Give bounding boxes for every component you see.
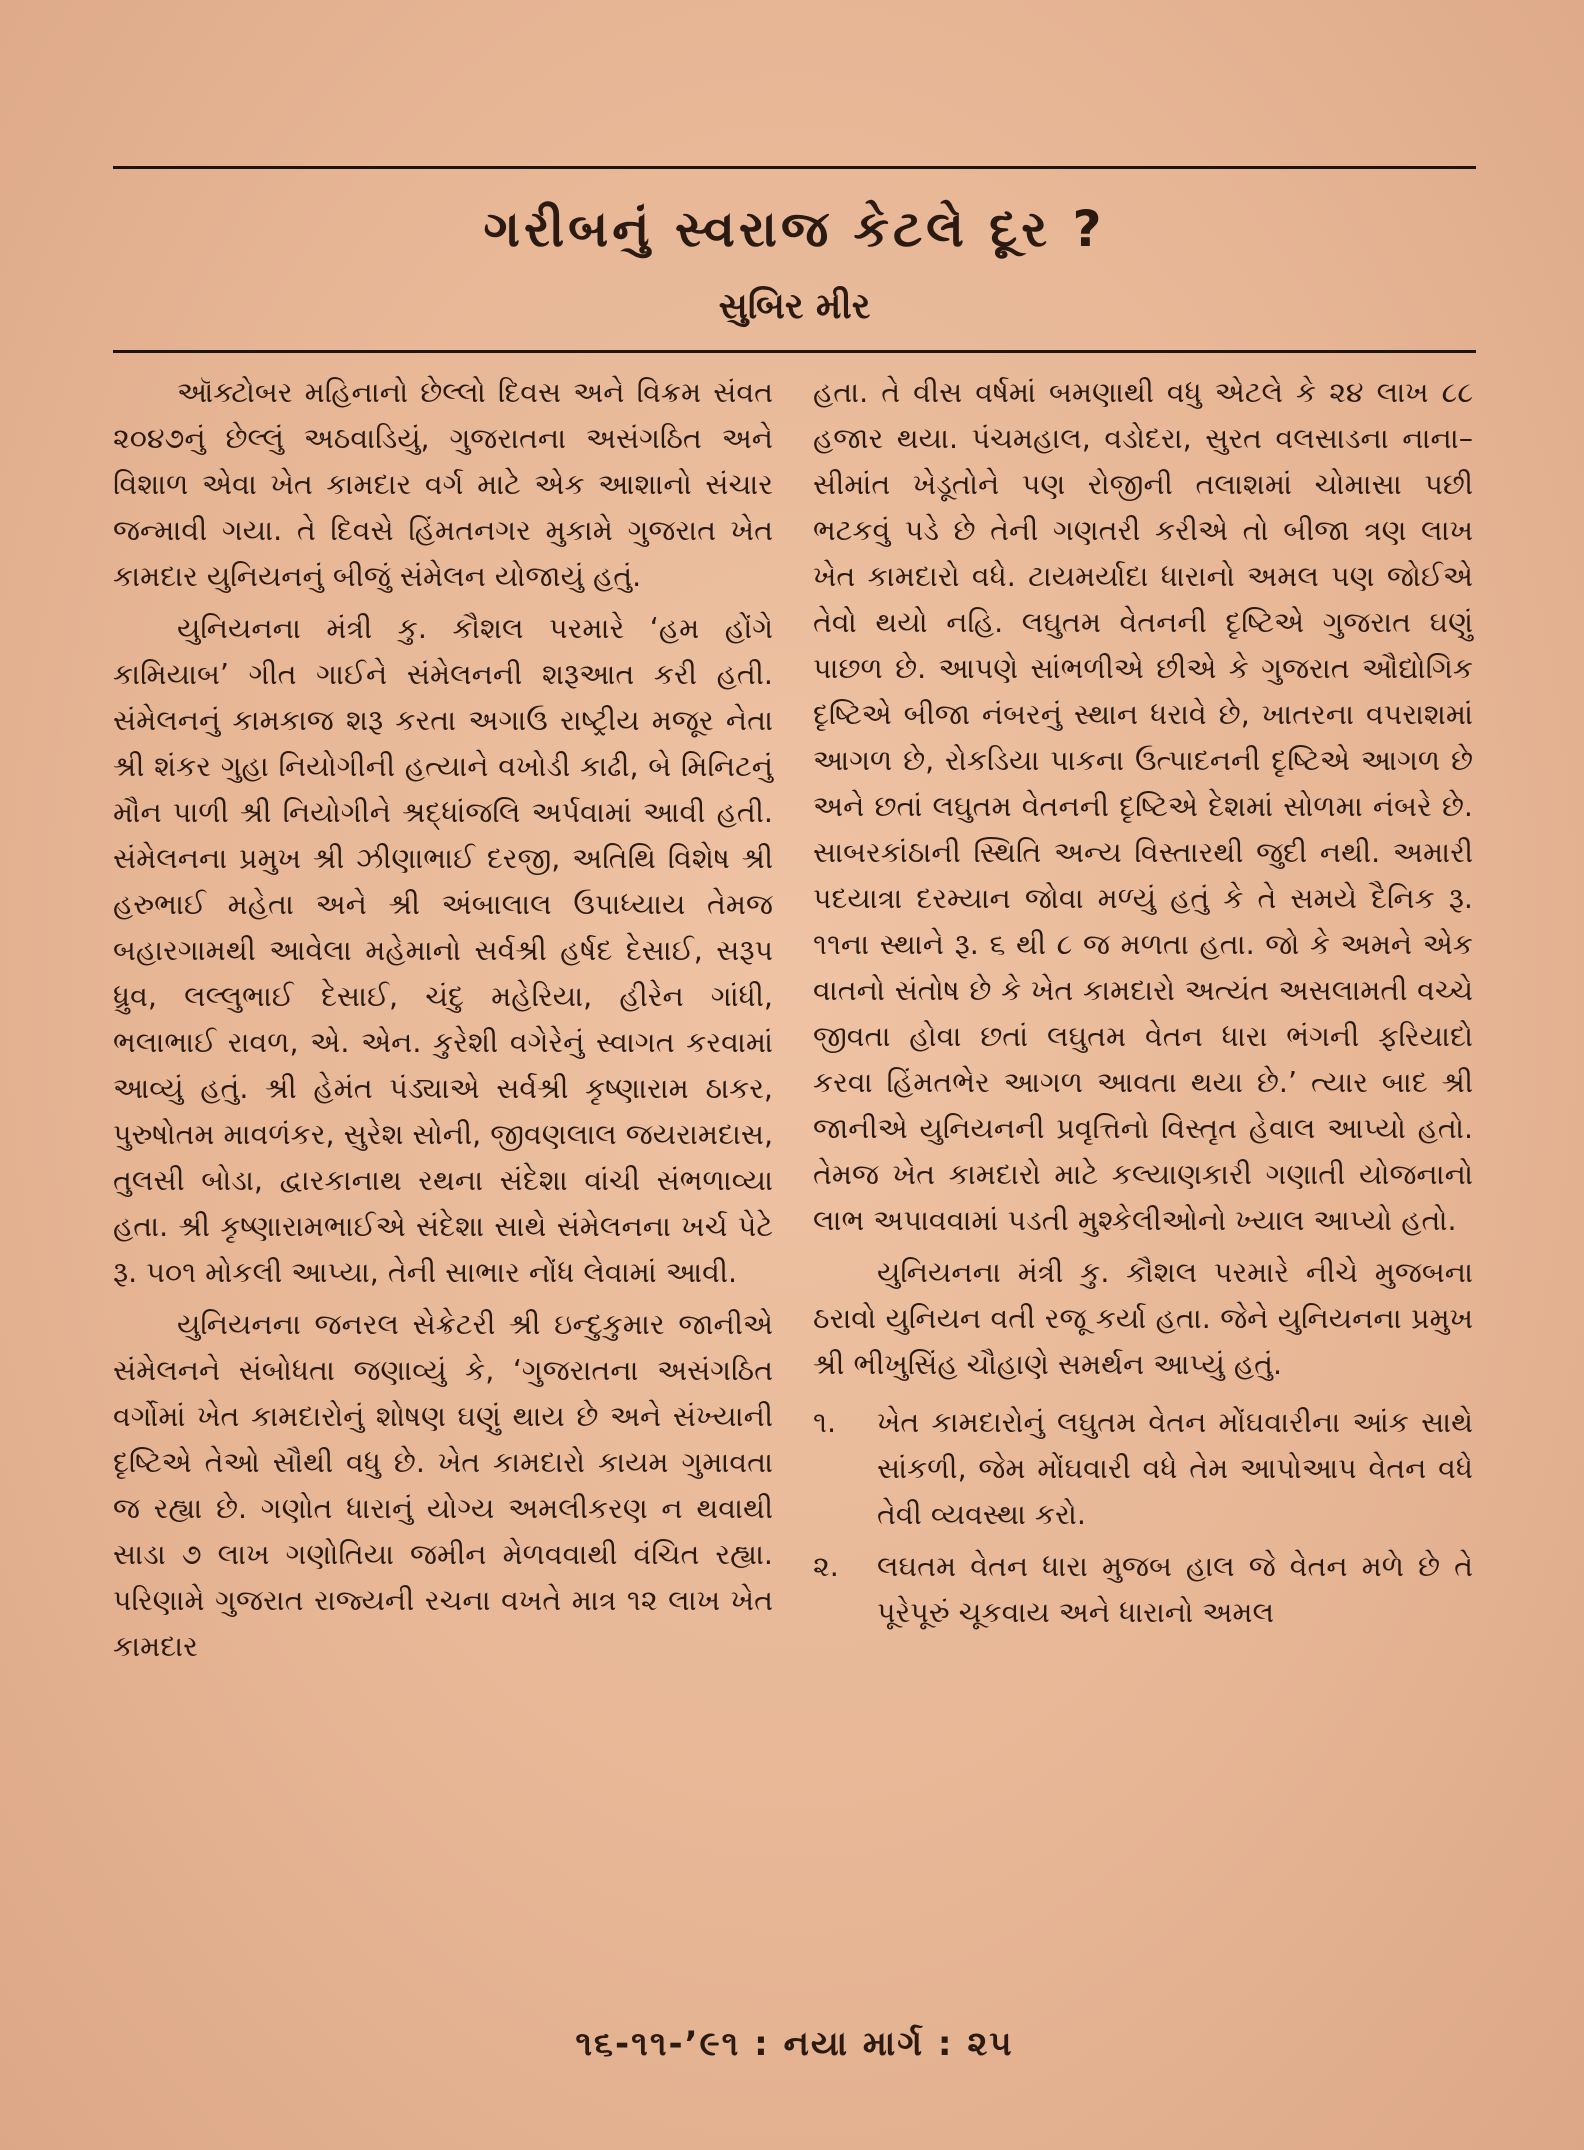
left-column <box>113 370 773 1676</box>
title-rule <box>113 350 1476 353</box>
paragraph: યુનિયનના જનરલ સેક્રેટરી શ્રી ઇન્દુકુમાર જાનીએ સંમેલનને સંબોધતા જણાવ્યું કે, ‘ગુજરાતના અસંગઠિત વર્ગોમાં ખેત કામદારોનું શોષણ ઘણું થાય છે અને સંખ્યાની દૃષ્ટિએ તેઓ સૌથી વધુ છે. ખેત કામદારો કાયમ ગુમાવતા જ રહ્યા છે. ગણોત ધારાનું યોગ્ય અમલીકરણ ન થવાથી સાડા ૭ લાખ ગણોતિયા જમીન મેળવવાથી વંચિત રહ્યા. પરિણામે ગુજરાત રાજ્યની રચના વખતે માત્ર ૧૨ લાખ ખેત કામદાર <box>113 1308 773 1663</box>
paragraph: યુનિયનના મંત્રી કુ. કૌશલ પરમારે ‘હમ હોંગે કામિયાબ’ ગીત ગાઈને સંમેલનની શરૂઆત કરી હતી. સંમેલનનું કામકાજ શરૂ કરતા અગાઉ રાષ્ટ્રીય મજૂર નેતા શ્રી શંકર ગુહા નિયોગીની હત્યાને વખોડી કાઢી, બે મિનિટનું મૌન પાળી શ્રી નિયોગીને શ્રદ્ધાંજલિ અર્પવામાં આવી હતી. સંમેલનના પ્રમુખ શ્રી ઝીણાભાઈ દરજી, અતિથિ વિશેષ શ્રી હરુભાઈ મહેતા અને શ્રી અંબાલાલ ઉપાધ્યાય તેમજ બહારગામથી આવેલા મહેમાનો સર્વશ્રી હર્ષદ દેસાઈ, સરૂપ ધ્રુવ, લલ્લુભાઈ દેસાઈ, ચંદુ મહેરિયા, હીરેન ગાંધી, ભલાભાઈ રાવળ, એ. એન. કુરેશી વગેરેનું સ્વાગત કરવામાં આવ્યું હતું. શ્રી હેમંત પંડ્યાએ સર્વશ્રી કૃષ્ણારામ ઠાકર, પુરુષોતમ માવળંકર, સુરેશ સોની, જીવણલાલ જયરામદાસ, તુલસી બોડા, દ્વારકાનાથ રથના સંદેશા વાંચી સંભળાવ્યા હતા. શ્રી કૃષ્ણારામભાઈએ સંદેશા સાથે સંમેલનના ખર્ચ પેટે રૂ. ૫૦૧ મોકલી આપ્યા, તેની સાભાર નોંધ લેવામાં આવી. <box>113 612 773 1289</box>
right-column <box>813 370 1473 1642</box>
list-number: ૨. <box>813 1550 839 1583</box>
top-rule <box>113 166 1476 169</box>
resolutions-list <box>813 1400 1473 1636</box>
paragraph: હતા. તે વીસ વર્ષમાં બમણાથી વધુ એટલે કે ૨૪ લાખ ૮૮ હજાર થયા. પંચમહાલ, વડોદરા, સુરત વલસાડના નાના–સીમાંત ખેડૂતોને પણ રોજીની તલાશમાં ચોમાસા પછી ભટકવું પડે છે તેની ગણતરી કરીએ તો બીજા ત્રણ લાખ ખેત કામદારો વધે. ટાયમર્યાદા ધારાનો અમલ પણ જોઈએ તેવો થયો નહિ. લઘુતમ વેતનની દૃષ્ટિએ ગુજરાત ઘણું પાછળ છે. આપણે સાંભળીએ છીએ કે ગુજરાત ઔદ્યોગિક દૃષ્ટિએ બીજા નંબરનું સ્થાન ધરાવે છે, ખાતરના વપરાશમાં આગળ છે, રોકડિયા પાકના ઉત્પાદનની દૃષ્ટિએ આગળ છે અને છતાં લઘુતમ વેતનની દૃષ્ટિએ દેશમાં સોળમા નંબરે છે. સાબરકાંઠાની સ્થિતિ અન્ય વિસ્તારથી જુદી નથી. અમારી પદયાત્રા દરમ્યાન જોવા મળ્યું હતું કે તે સમયે દૈનિક રૂ. ૧૧ના સ્થાને રૂ. ૬ થી ૮ જ મળતા હતા. જો કે અમને એક વાતનો સંતોષ છે કે ખેત કામદારો અત્યંત અસલામતી વચ્ચે જીવતા હોવા છતાં લઘુતમ વેતન ધારા ભંગની ફરિયાદો કરવા હિંમતભેર આગળ આવતા થયા છે.’ ત્યાર બાદ શ્રી જાનીએ યુનિયનની પ્રવૃત્તિનો વિસ્તૃત હેવાલ આપ્યો હતો. તેમજ ખેત કામદારો માટે કલ્યાણકારી ગણાતી યોજનાનો લાભ અપાવવામાં પડતી મુશ્કેલીઓનો ખ્યાલ આપ્યો હતો. <box>813 376 1473 1237</box>
page-footer: ૧૬-૧૧-’૯૧ : નયા માર્ગ : ૨૫ <box>575 2024 1014 2064</box>
list-text: લઘતમ વેતન ધારા મુજબ હાલ જે વેતન મળે છે તે પૂરેપૂરું ચૂકવાય અને ધારાનો અમલ <box>877 1550 1473 1629</box>
paragraph: યુનિયનના મંત્રી કુ. કૌશલ પરમારે નીચે મુજબના ઠરાવો યુનિયન વતી રજૂ કર્યા હતા. જેને યુનિયનના પ્રમુખ શ્રી ભીખુસિંહ ચૌહાણે સમર્થન આપ્યું હતું. <box>813 1256 1473 1381</box>
list-item <box>813 1400 1473 1538</box>
list-number: ૧. <box>813 1406 837 1439</box>
article-title: ગરીબનું સ્વરાજ કેટલે દૂર ? <box>483 200 1106 258</box>
list-item <box>813 1544 1473 1636</box>
paragraph: ઑક્ટોબર મહિનાનો છેલ્લો દિવસ અને વિક્રમ સંવત ૨૦૪૭નું છેલ્લું અઠવાડિયું, ગુજરાતના અસંગઠિત અને વિશાળ એવા ખેત કામદાર વર્ગ માટે એક આશાનો સંચાર જન્માવી ગયા. તે દિવસે હિંમતનગર મુકામે ગુજરાત ખેત કામદાર યુનિયનનું બીજું સંમેલન યોજાયું હતું. <box>113 376 773 593</box>
article-author: સુબિર મીર <box>718 286 871 327</box>
list-text: ખેત કામદારોનું લઘુતમ વેતન મોંઘવારીના આંક સાથે સાંકળી, જેમ મોંઘવારી વધે તેમ આપોઆપ વેતન વધે તેવી વ્યવસ્થા કરો. <box>877 1406 1473 1531</box>
